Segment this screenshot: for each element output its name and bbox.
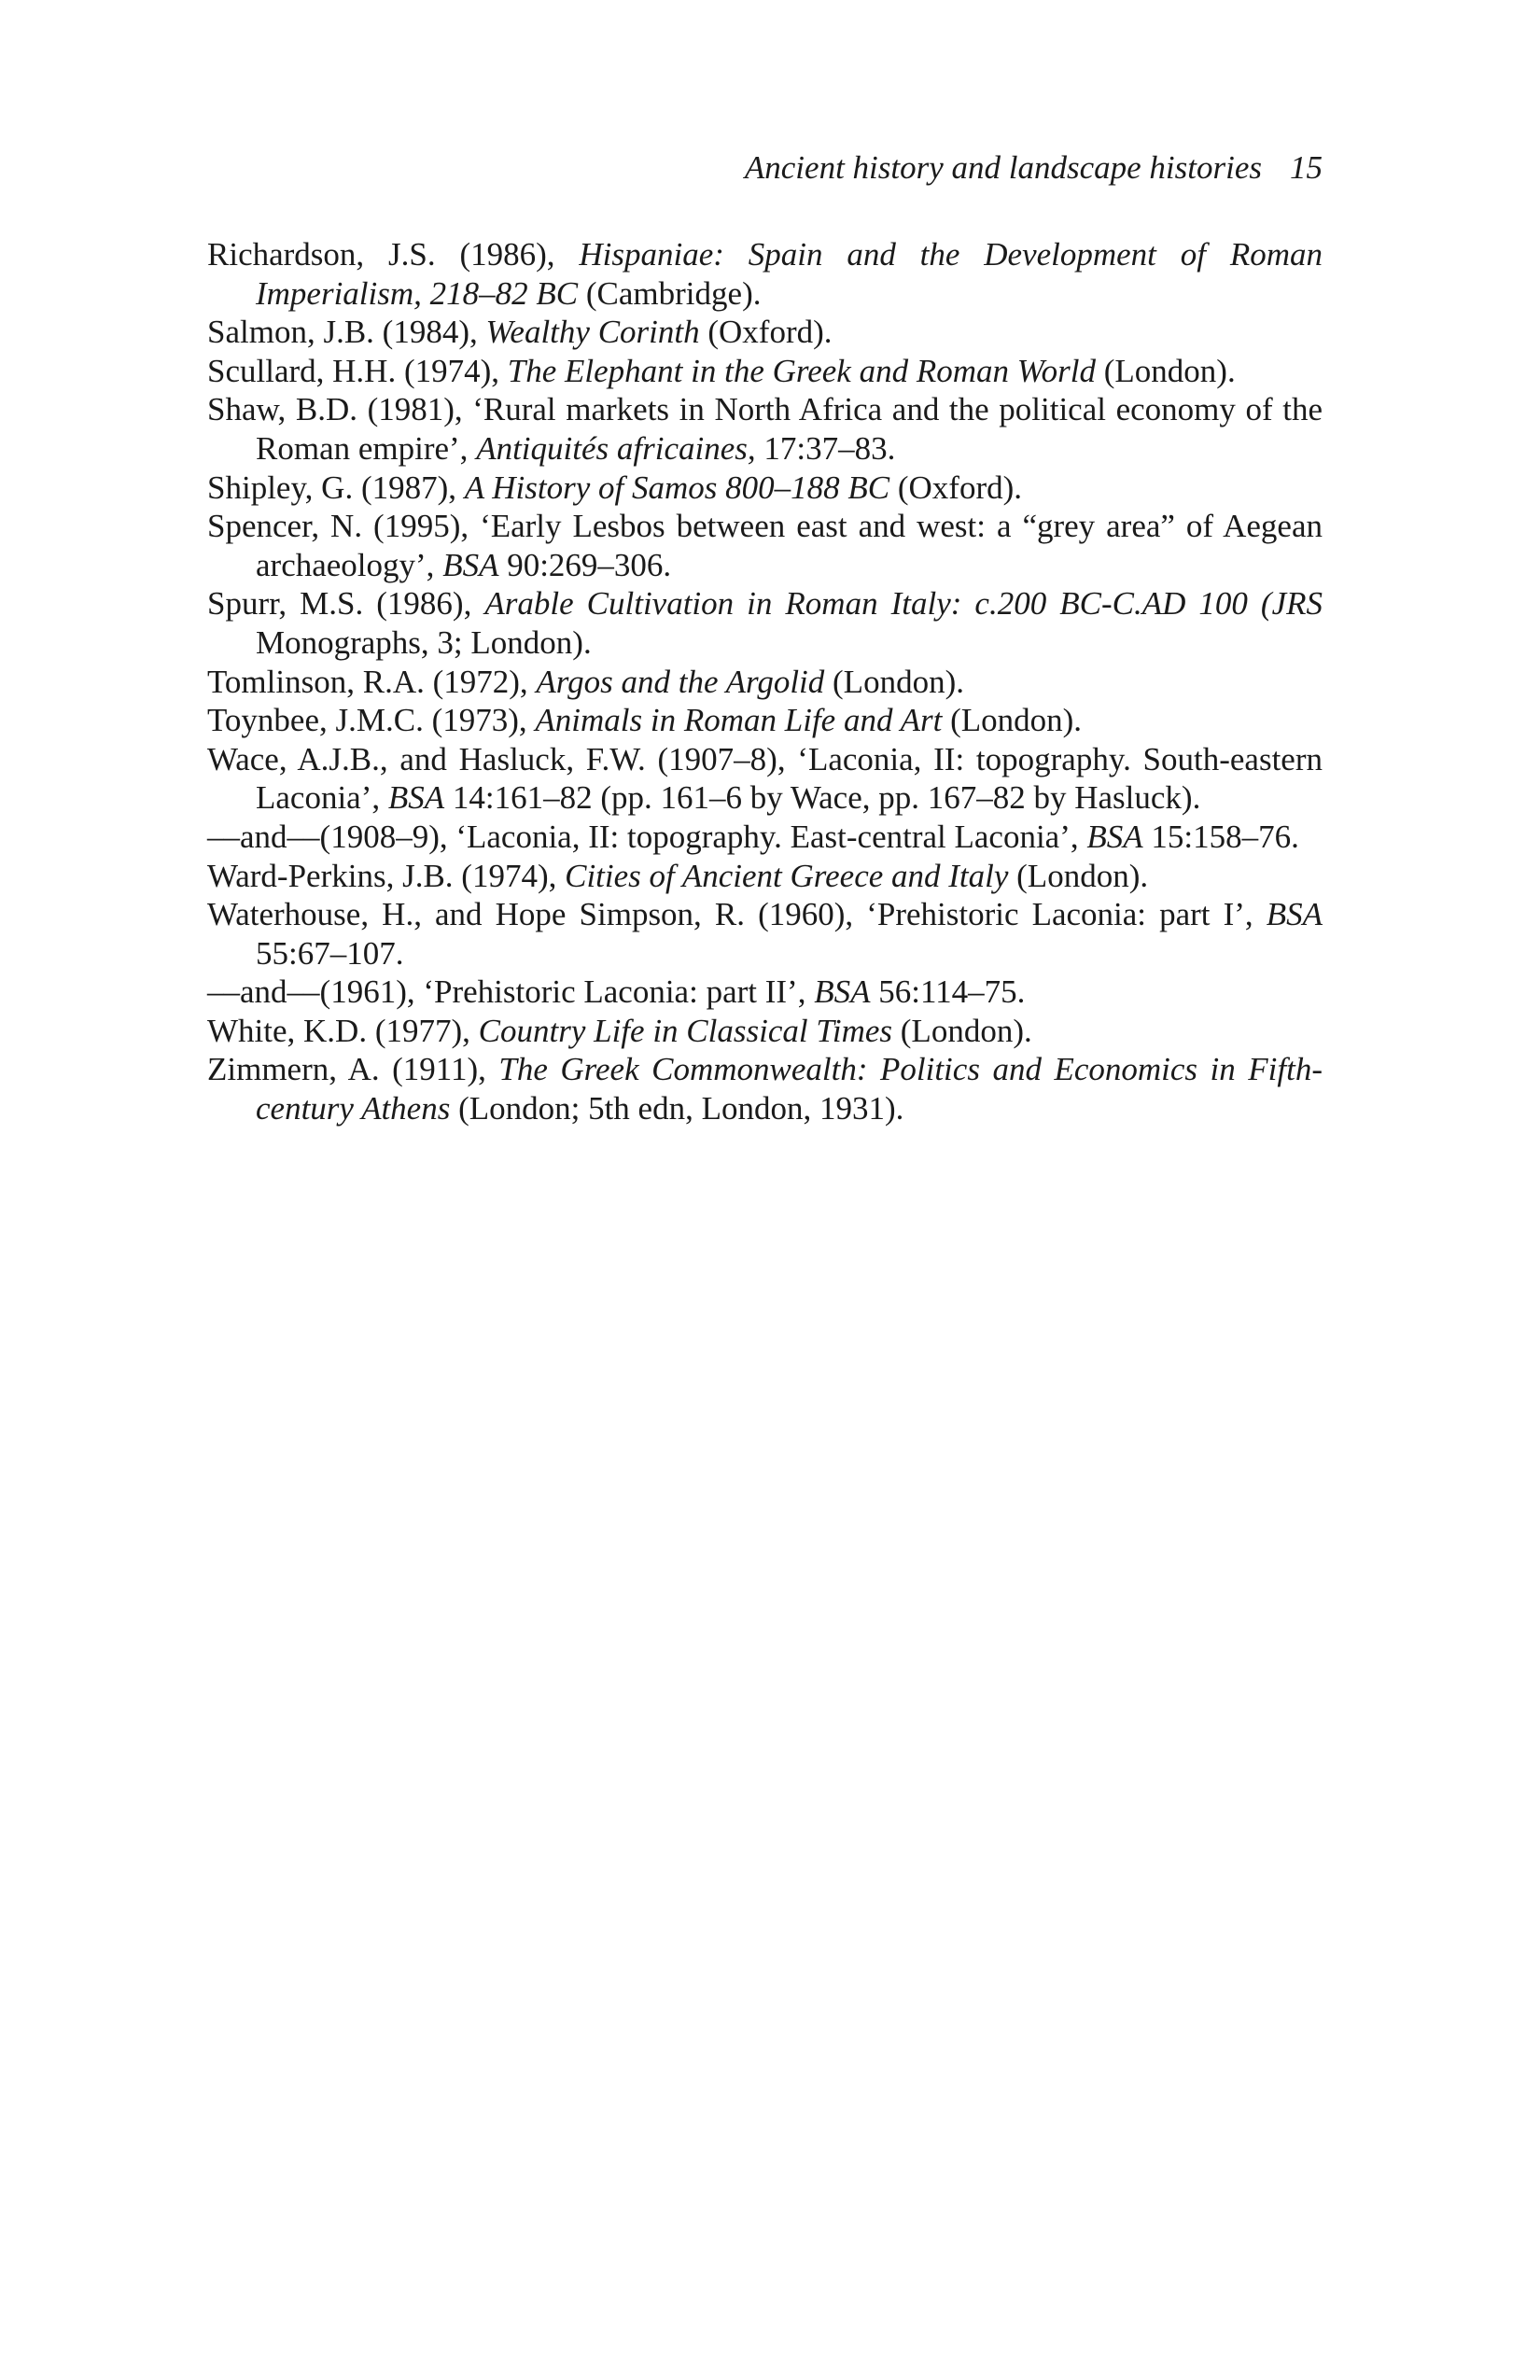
entry-title: The Greek Commonwealth: Politics and Economics in Fifth-century Athens [256,1051,1323,1127]
entry-text: (London). [942,702,1083,739]
page-number: 15 [1290,149,1323,186]
bibliography-entry [207,235,1323,313]
bibliography-entry [207,857,1323,896]
entry-text: Spurr, M.S. (1986), [207,585,485,623]
entry-text: 90:269–306. [498,546,672,583]
entry-text: Toynbee, J.M.C. (1973), [207,702,536,739]
bibliography-entry [207,469,1323,508]
entry-title: A History of Samos 800–188 BC [464,469,890,506]
entry-title: Animals in Roman Life and Art [535,702,943,739]
entry-text: (Cambridge). [578,274,762,312]
entry-text: Spencer, N. (1995), ‘Early Lesbos between east and west: a “grey area” of Aegean archaeology’, [207,508,1323,583]
entry-text: Richardson, J.S. (1986), [207,236,580,273]
entry-text: Zimmern, A. (1911), [207,1051,499,1088]
bibliography-entry [207,663,1323,702]
entry-text: Monographs, 3; London). [256,623,592,661]
bibliography-entry [207,701,1323,740]
bibliography-entry [207,973,1323,1012]
entry-text: Salmon, J.B. (1984), [207,314,486,351]
entry-text: 14:161–82 (pp. 161–6 by Wace, pp. 167–82 by Hasluck). [444,779,1201,817]
entry-text: 15:158–76. [1142,818,1299,855]
entry-text: (London). [892,1012,1032,1049]
bibliography-entry [207,740,1323,818]
entry-text: ––and––(1961), ‘Prehistoric Laconia: part II’, [207,973,815,1011]
bibliography-entry [207,818,1323,857]
bibliography-entry [207,390,1323,468]
entry-text: (London). [1096,352,1236,389]
entry-title: BSA [1266,896,1323,933]
entry-text: (London). [1008,857,1149,894]
bibliography-entry [207,1012,1323,1051]
entry-title: Cities of Ancient Greece and Italy [565,857,1009,894]
bibliography-entry [207,313,1323,352]
running-head [207,147,1323,189]
bibliography-entry [207,507,1323,584]
entry-text: ––and––(1908–9), ‘Laconia, II: topography. East-central Laconia’, [207,818,1087,855]
entry-title: Wealthy Corinth [485,314,700,351]
entry-text: White, K.D. (1977), [207,1012,479,1049]
bibliography-entry [207,352,1323,391]
entry-title: BSA [387,779,445,817]
entry-title: BSA [814,973,871,1011]
entry-text: 55:67–107. [256,934,404,972]
bibliography-entry [207,584,1323,662]
bibliography-list [207,235,1323,1128]
entry-text: Shipley, G. (1987), [207,469,465,506]
bibliography-entry [207,895,1323,973]
entry-title: Argos and the Argolid [536,663,825,700]
entry-text: Tomlinson, R.A. (1972), [207,663,537,700]
entry-text: Wace, A.J.B., and Hasluck, F.W. (1907–8), ‘Laconia, II: topography. South-eastern Laconia’, [207,740,1323,817]
entry-title: The Elephant in the Greek and Roman World [507,352,1097,389]
entry-title: Hispaniae: Spain and the Development of Roman Imperialism, 218–82 BC [256,236,1323,312]
entry-text: Waterhouse, H., and Hope Simpson, R. (1960), ‘Prehistoric Laconia: part I’, [207,896,1267,933]
entry-text: Ward-Perkins, J.B. (1974), [207,857,566,894]
entry-text: (London). [824,663,964,700]
entry-text: Scullard, H.H. (1974), [207,352,508,389]
entry-title: BSA [442,546,499,583]
entry-title: Arable Cultivation in Roman Italy: c.200 BC-C.AD 100 (JRS [484,585,1323,623]
entry-title: Antiquités africaines, [476,429,756,467]
entry-text: (Oxford). [699,314,833,351]
entry-text: Shaw, B.D. (1981), ‘Rural markets in North Africa and the political economy of the Roman empire’, [207,391,1323,467]
entry-title: BSA [1086,818,1143,855]
entry-text: 17:37–83. [755,429,896,467]
entry-text: (London; 5th edn, London, 1931). [450,1090,904,1127]
entry-text: 56:114–75. [870,973,1026,1011]
entry-text: (Oxford). [889,469,1023,506]
running-head-title: Ancient history and landscape histories [744,149,1262,186]
bibliography-entry [207,1050,1323,1127]
entry-title: Country Life in Classical Times [478,1012,893,1049]
